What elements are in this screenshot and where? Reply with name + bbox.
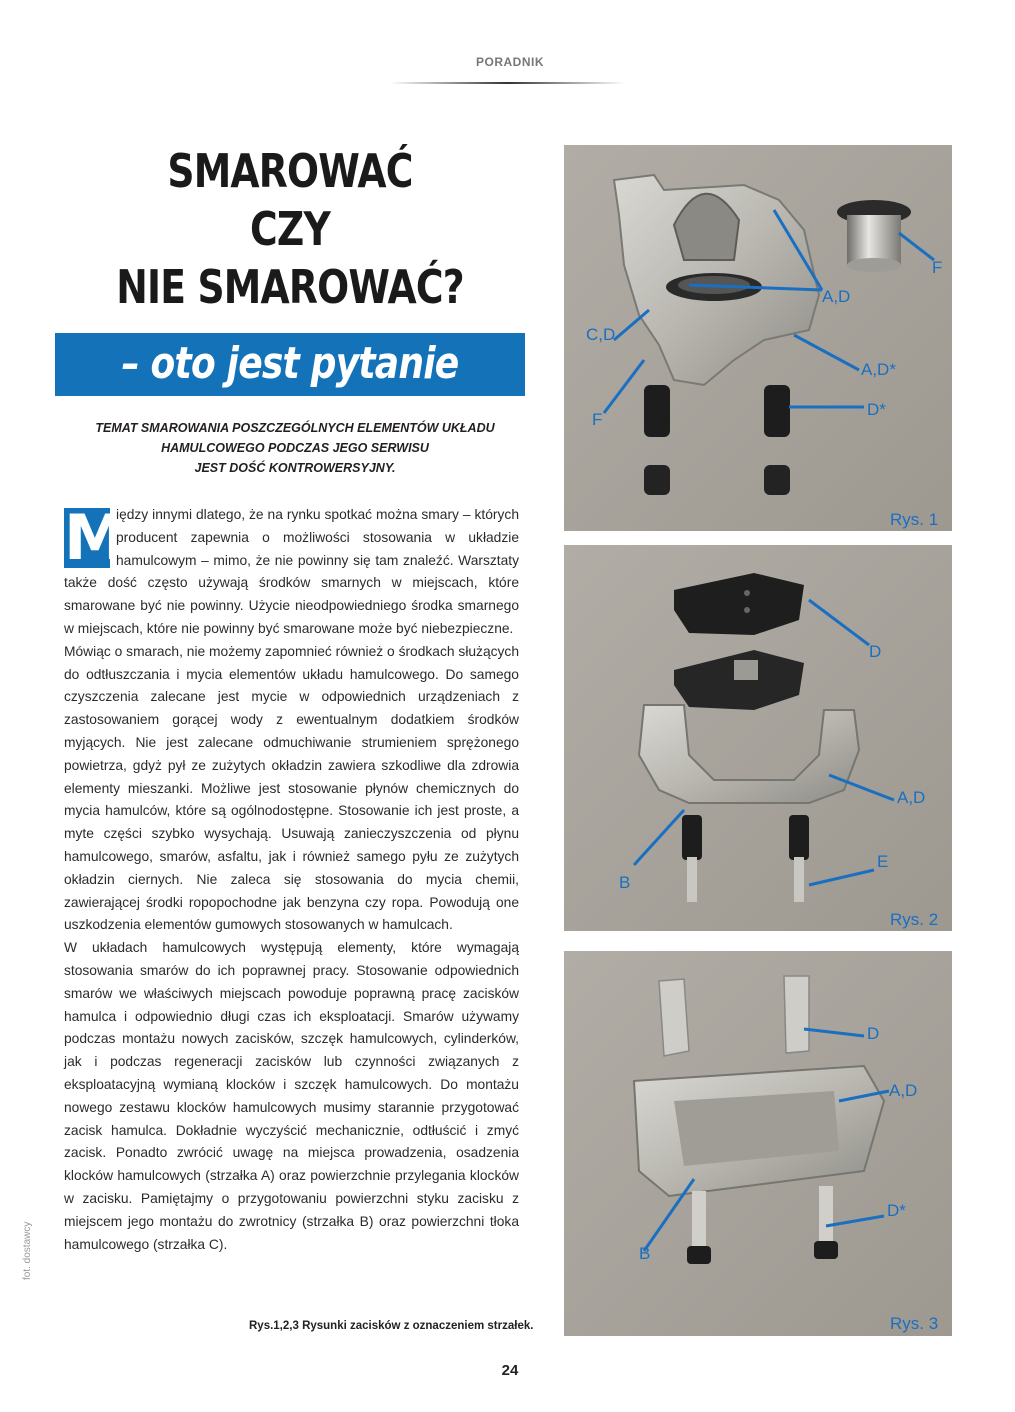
lead-line: JEST DOŚĆ KONTROWERSYJNY. <box>194 461 396 475</box>
callout-label: D <box>869 642 882 661</box>
callout-label: F <box>592 410 603 429</box>
figure-caption: Rys.1,2,3 Rysunki zacisków z oznaczeniem strzałek. <box>249 1320 534 1332</box>
photo-credit: fot. dostawcy <box>22 1221 33 1280</box>
section-label: PORADNIK <box>475 55 544 69</box>
callout-label: B <box>639 1244 651 1263</box>
callout-label: D* <box>867 400 886 419</box>
figure-label: Rys. 2 <box>890 910 939 929</box>
figure-3-photo <box>564 951 952 1336</box>
title-line: SMAROWAĆ <box>167 144 413 198</box>
body-paragraph: iędzy innymi dlatego, że na rynku spotkać można smary – których producent zapewnia o możliwości stosowania w układzie hamulcowym – mimo, że nie powinny się tam znaleźć. Warsztaty także dość często używają środków smarnych w miejscach, które smarowane być nie powinny. Użycie nieodpowiedniego środka smarnego w miejscach, które nie powinny być smarowane może być niebezpieczne. <box>64 507 519 636</box>
figure-1-photo <box>564 145 952 531</box>
figure-label: Rys. 1 <box>890 510 939 529</box>
lead-line: HAMULCOWEGO PODCZAS JEGO SERWISU <box>161 441 429 455</box>
lead-line: TEMAT SMAROWANIA POSZCZEGÓLNYCH ELEMENTÓW UKŁADU <box>95 421 495 435</box>
callout-label: A,D <box>822 287 851 306</box>
figure-2-photo <box>564 545 952 931</box>
body-paragraph: W układach hamulcowych występują elementy, które wymagają stosowania smarów do ich poprawnej pracy. Stosowanie odpowiednich smarów we właściwych miejscach powoduje poprawną pracę zacisków hamulca i odpowiednio długi czas ich eksploatacji. Smarów używamy podczas montażu nowych zacisków, szczęk hamulcowych, cylinderków, jak i podczas regeneracji zacisków lub czynności związanych z eksploatacyjną wymianą klocków i szczęk hamulcowych. Do montażu nowego zestawu klocków hamulcowych musimy starannie przygotować zacisk hamulca. Dokładnie wyczyścić mechanicznie, odtłuścić i zmyć zacisk. Ponadto zwrócić uwagę na miejsca prowadzenia, osadzenia klocków hamulcowych (strzałka A) oraz powierzchnie przylegania klocków w zacisku. Pamiętajmy o przygotowaniu powierzchni styku zacisku z miejscem jego montażu do zwrotnicy (strzałka B) oraz powierzchni tłoka hamulcowego (strzałka C). <box>64 940 519 1252</box>
callout-label: A,D* <box>861 360 896 379</box>
caliper-illustration <box>564 145 952 531</box>
header-divider <box>390 82 625 84</box>
article-body <box>64 501 519 1256</box>
title-line: CZY <box>250 202 330 256</box>
callout-label: E <box>877 852 889 871</box>
callout-label: F <box>932 258 943 277</box>
figure-label: Rys. 3 <box>890 1314 939 1333</box>
callout-label: A,D <box>897 788 926 807</box>
article-lead <box>85 418 505 478</box>
pads-carrier-illustration <box>564 545 952 931</box>
body-paragraph: Mówiąc o smarach, nie możemy zapomnieć również o środkach służących do odtłuszczania i mycia elementów układu hamulcowego. Do samego czyszczenia zalecane jest mycie w odpowiednich urządzeniach z zastosowaniem gorącej wody z ewentualnym dodatkiem środków myjących. Nie jest zalecane odmuchiwanie strumieniem sprężonego powietrza, gdyż pył ze zużytych okładzin zawiera szkodliwe dla zdrowia elementy mieszanki. Możliwe jest stosowanie płynów chemicznych do mycia hamulców, które są ogólnodostępne. Stosowanie ich jest proste, a myte części szybko wysychają. Usuwają zanieczyszczenia od płynu hamulcowego, smarów, asfaltu, jak i również samego pyłu ze zużytych okładzin ciernych. Nie zaleca się stosowania do mycia chemii, zawierającej środki ropopochodne jak benzyna czy ropa. Powodują one uszkodzenia elementów gumowych stosowanych w hamulcach. <box>64 643 519 933</box>
callout-label: C,D <box>586 325 616 344</box>
callout-label: D* <box>887 1201 906 1220</box>
article-subtitle: – oto jest pytanie <box>121 338 459 389</box>
callout-label: B <box>619 873 631 892</box>
article-title <box>97 142 482 316</box>
drop-cap: M <box>64 501 126 574</box>
carrier-pins-illustration <box>564 951 952 1336</box>
title-line: NIE SMAROWAĆ? <box>116 260 464 314</box>
callout-label: A,D <box>889 1081 918 1100</box>
callout-label: D <box>867 1024 880 1043</box>
page-number: 24 <box>501 1362 519 1379</box>
